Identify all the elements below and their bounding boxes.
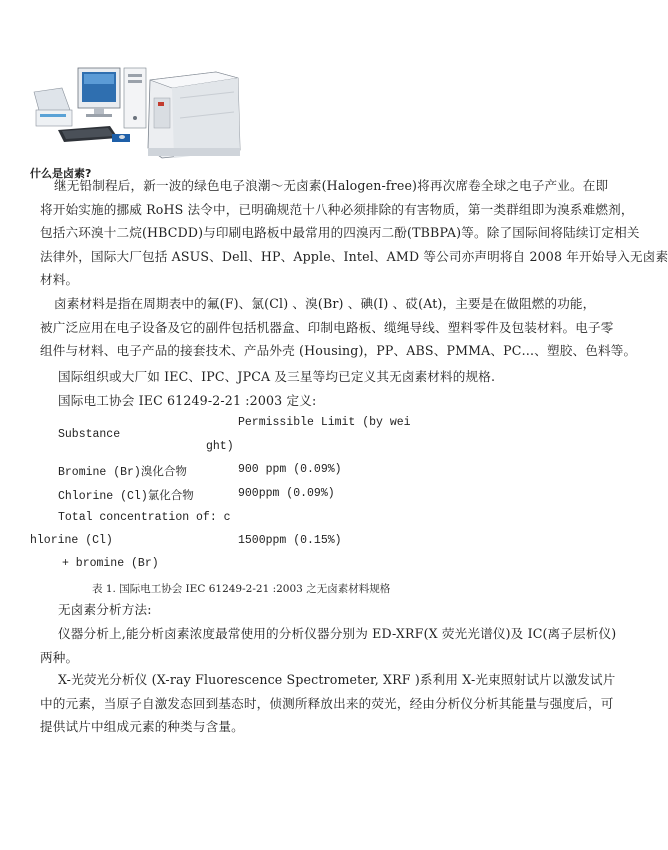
table-header-limit-wrap: ght) (206, 440, 234, 453)
paragraph-line: 组件与材料、电子产品的接套技术、产品外壳 (Housing)，PP、ABS、PMMA、PC…、塑胶、色料等。 (40, 343, 637, 358)
monitor-icon (78, 68, 120, 117)
intro-line: 国际组织或大厂如 IEC、IPC、JPCA 及三星等均已定义其无卤素材料的规格. (58, 369, 496, 384)
paragraph-line: 材料。 (40, 272, 79, 287)
paragraph-1 (40, 174, 668, 292)
paragraph-line: 提供试片中组成元素的种类与含量。 (40, 719, 244, 734)
table-cell-total-wrap: + bromine (Br) (62, 557, 159, 570)
paragraph-line: 仪器分析上,能分析卤素浓度最常使用的分析仪器分别为 ED-XRF(X 荧光光谱仪)及 IC(离子层析仪) (58, 626, 617, 641)
table-header-limit: Permissible Limit (by wei (238, 416, 411, 429)
paragraph-line: 将开始实施的挪威 RoHS 法令中，已明确规范十八种必须排除的有害物质，第一类群组即为溴系难燃剂， (40, 201, 634, 217)
table-cell-substance: Chlorine (Cl)氯化合物 (58, 490, 194, 503)
keyboard-icon (58, 126, 118, 142)
paragraph-line: 被广泛应用在电子设备及它的副件包括机器盒、印制电路板、缆绳导线、塑料零件及包装材料。电子零 (40, 319, 614, 335)
table-cell-limit: 900 ppm (0.09%) (238, 463, 342, 476)
pc-tower-icon (124, 68, 146, 128)
mouse-icon (119, 135, 125, 139)
table-cell-substance: Bromine (Br)溴化合物 (58, 466, 187, 479)
method-paragraph-2 (40, 668, 616, 739)
table-cell-total-wrap: hlorine (Cl) (30, 534, 113, 547)
printer-icon (34, 88, 72, 126)
paragraph-line: 两种。 (40, 649, 79, 665)
paragraph-line: 卤素材料是指在周期表中的氟(F)、氯(Cl) 、溴(Br) 、碘(I) 、砹(At)，主要是在做阻燃的功能， (54, 296, 596, 311)
paragraph-2 (40, 292, 636, 363)
paragraph-line: X-光荧光分析仪 (X-ray Fluorescence Spectrometer, XRF )系利用 X-光束照射试片以激发试片 (58, 672, 616, 687)
paragraph-line: 法律外，国际大厂包括 ASUS、Dell、HP、Apple、Intel、AMD 等公司亦声明将自 2008 年开始导入无卤素 (40, 248, 668, 264)
method-paragraph-1 (40, 622, 616, 669)
iec-definition-line: 国际电工协会 IEC 61249-2-21 :2003 定义: (58, 393, 317, 408)
table-header-substance: Substance (58, 428, 121, 441)
table-cell-total: Total concentration of: c (58, 511, 231, 524)
method-title: 无卤素分析方法: (58, 602, 152, 617)
paragraph-line: 继无铅制程后，新一波的绿色电子浪潮～无卤素(Halogen-free)将再次席卷全球之电子产业。在即 (54, 178, 609, 193)
table-caption: 表 1. 国际电工协会 IEC 61249-2-21 :2003 之无卤素材料规格 (92, 583, 391, 595)
xrf-analyzer-unit (148, 72, 240, 158)
xrf-instrument-photo (30, 58, 242, 166)
table-cell-limit: 900ppm (0.09%) (238, 487, 335, 500)
paragraph-line: 包括六环溴十二烷(HBCDD)与印刷电路板中最常用的四溴丙二酚(TBBPA)等。除了国际间将陆续订定相关 (40, 225, 640, 240)
paragraph-line: 中的元素，当原子自激发态回到基态时，侦测所释放出来的荧光，经由分析仪分析其能量与强度后，可 (40, 695, 614, 711)
table-cell-total-limit: 1500ppm (0.15%) (238, 534, 342, 547)
section-heading: 什么是卤素? (30, 167, 92, 180)
